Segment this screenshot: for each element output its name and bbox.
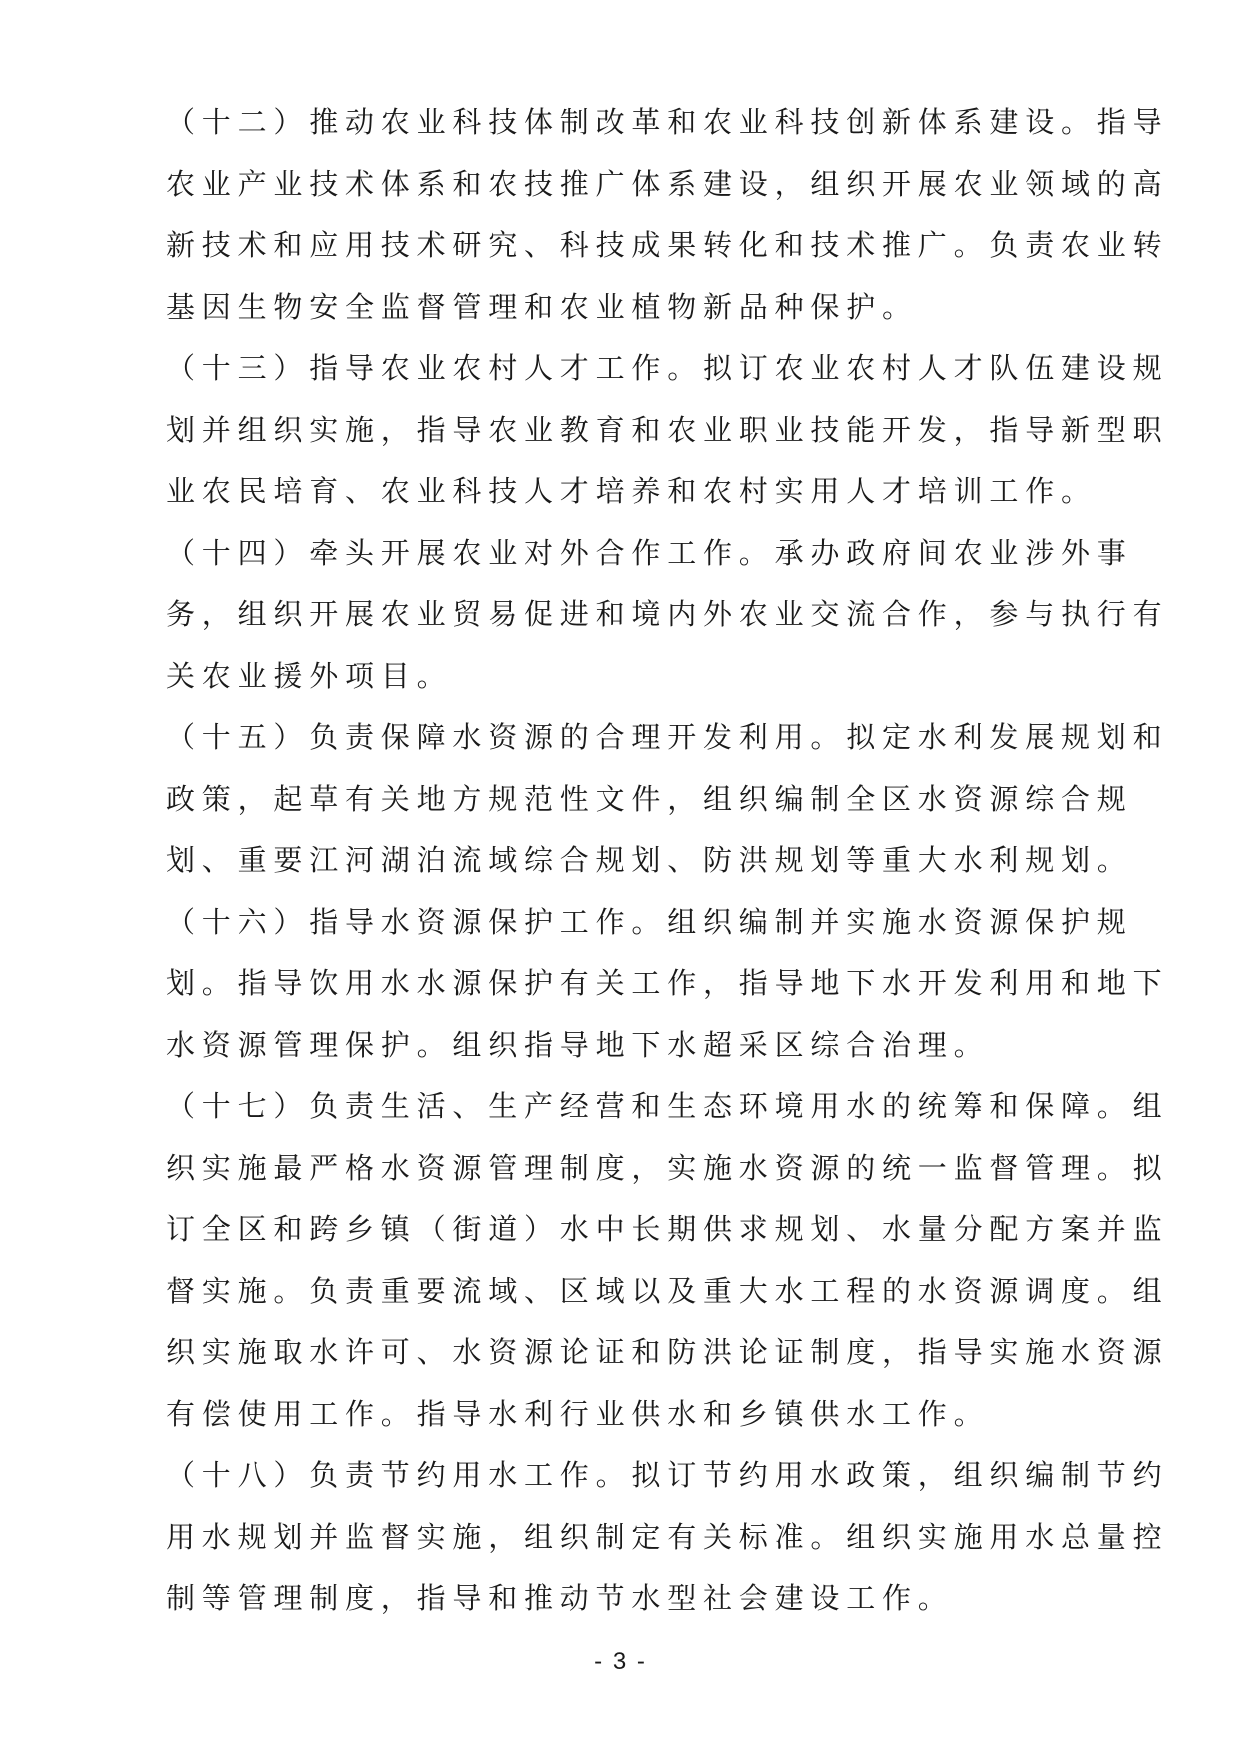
text-line: 用水规划并监督实施，组织制定有关标准。组织实施用水总量控 [166,1519,1169,1554]
text-line: 划、重要江河湖泊流域综合规划、防洪规划等重大水利规划。 [166,843,1133,877]
text-line: 务，组织开展农业贸易促进和境内外农业交流合作，参与执行有 [166,597,1169,631]
text-line: 水资源管理保护。组织指导地下水超采区综合治理。 [166,1027,990,1062]
text-line: （十五）负责保障水资源的合理开发利用。拟定水利发展规划和 [166,720,1169,754]
text-line: 新技术和应用技术研究、科技成果转化和技术推广。负责农业转 [166,228,1169,262]
paragraph-16 [166,892,1169,1077]
text-line: （十三）指导农业农村人才工作。拟订农业农村人才队伍建设规 [166,351,1169,385]
paragraph-17 [166,1076,1169,1445]
text-line: 基因生物安全监督管理和农业植物新品种保护。 [166,289,918,324]
text-line: 政策，起草有关地方规范性文件，组织编制全区水资源综合规 [166,781,1133,816]
text-line: 关农业援外项目。 [166,658,453,693]
page-number: - 3 - [594,1648,647,1675]
text-line: 划并组织实施，指导农业教育和农业职业技能开发，指导新型职 [166,412,1169,447]
text-line: （十八）负责节约用水工作。拟订节约用水政策，组织编制节约 [166,1458,1169,1492]
text-line: 订全区和跨乡镇（街道）水中长期供求规划、水量分配方案并监 [166,1212,1169,1246]
text-line: （十四）牵头开展农业对外合作工作。承办政府间农业涉外事 [166,535,1133,570]
text-line: 业农民培育、农业科技人才培养和农村实用人才培训工作。 [166,474,1097,508]
paragraph-12 [166,92,1169,338]
text-line: 织实施取水许可、水资源论证和防洪论证制度，指导实施水资源 [166,1335,1169,1369]
text-line: 农业产业技术体系和农技推广体系建设，组织开展农业领域的高 [166,166,1169,201]
paragraph-18 [166,1445,1169,1630]
text-line: 有偿使用工作。指导水利行业供水和乡镇供水工作。 [166,1396,990,1431]
text-line: 制等管理制度，指导和推动节水型社会建设工作。 [166,1581,954,1615]
paragraph-14 [166,523,1169,708]
text-line: （十六）指导水资源保护工作。组织编制并实施水资源保护规 [166,904,1133,939]
paragraph-13 [166,338,1169,523]
text-line: 督实施。负责重要流域、区域以及重大水工程的水资源调度。组 [166,1273,1169,1308]
text-line: 织实施最严格水资源管理制度，实施水资源的统一监督管理。拟 [166,1150,1169,1185]
text-line: 划。指导饮用水水源保护有关工作，指导地下水开发利用和地下 [166,966,1169,1000]
text-line: （十二）推动农业科技体制改革和农业科技创新体系建设。指导 [166,105,1169,139]
document-body [166,92,1169,1630]
text-line: （十七）负责生活、生产经营和生态环境用水的统筹和保障。组 [166,1089,1169,1123]
paragraph-15 [166,707,1169,892]
